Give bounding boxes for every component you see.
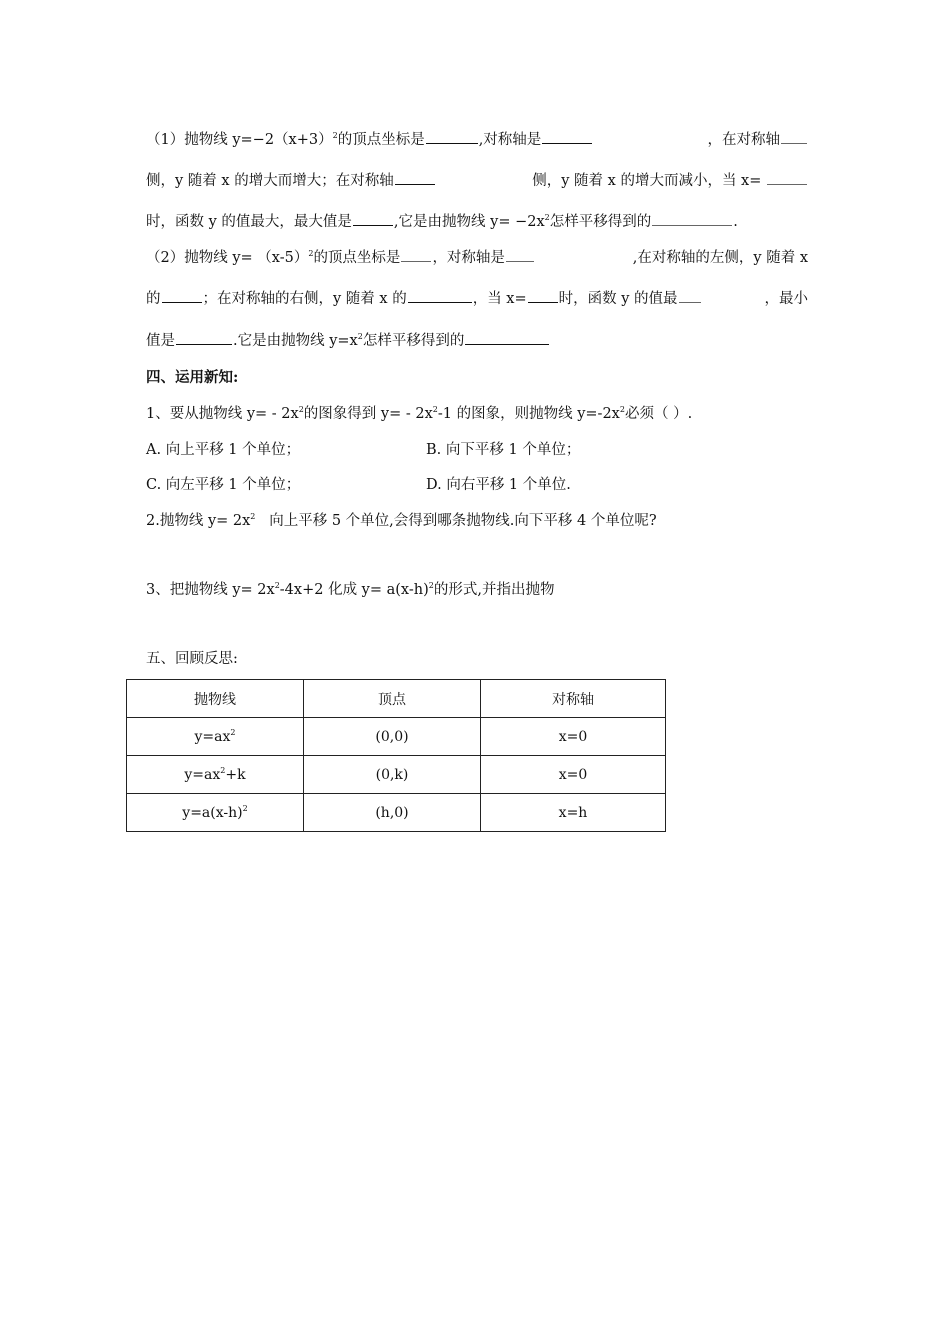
text: 侧，y 随着 x 的增大而减小，当 x= (532, 173, 762, 189)
superscript: 2 (298, 405, 304, 414)
blank[interactable] (408, 288, 472, 303)
option-c[interactable]: C. 向左平移 1 个单位； (146, 477, 301, 493)
p1-line2 (146, 169, 808, 190)
superscript: 2 (250, 512, 256, 521)
table-row (127, 794, 666, 832)
p1-line3 (146, 210, 738, 231)
option-b[interactable]: B. 向下平移 1 个单位； (426, 442, 581, 458)
blank-x[interactable] (767, 170, 807, 185)
text: .它是由抛物线 y=x (233, 333, 358, 349)
cell-vertex: (h,0) (304, 794, 481, 832)
text: 怎样平移得到的 (362, 333, 465, 349)
blank-translation[interactable] (652, 211, 732, 226)
table-header-row (127, 680, 666, 718)
text: ，最小 (764, 291, 808, 307)
blank-axis[interactable] (506, 247, 534, 262)
blank-axis[interactable] (542, 129, 592, 144)
blank-side[interactable] (395, 170, 435, 185)
cell-parabola: $y=a(x-h)^2$ (127, 794, 304, 832)
option-d[interactable]: D. 向右平移 1 个单位. (426, 477, 571, 493)
header-vertex: 顶点 (304, 680, 481, 718)
blank-side[interactable] (781, 129, 807, 144)
options-row-2 (146, 473, 571, 494)
question-2 (146, 509, 657, 530)
p2-line3 (146, 329, 550, 350)
text: -1 的图象，则抛物线 y=-2x (437, 406, 620, 422)
text: （1）抛物线 y=−2（x+3） (146, 132, 333, 148)
blank-extreme[interactable] (679, 288, 701, 303)
superscript: 2 (619, 405, 625, 414)
table-row (127, 756, 666, 794)
p1-line1 (146, 128, 808, 149)
p2-line2 (146, 287, 808, 308)
cell-axis: x=0 (481, 756, 666, 794)
text: 的顶点坐标是 (337, 132, 425, 148)
text: -4x+2 化成 y= a(x-h) (279, 582, 429, 598)
text: 的顶点坐标是 (313, 250, 401, 266)
text: 必须（ ）. (624, 406, 693, 422)
text: ,在对称轴的左侧，y 随着 x (632, 250, 808, 266)
question-1 (146, 402, 692, 423)
text: 2.抛物线 y= 2x (146, 513, 251, 529)
superscript: 2 (357, 332, 363, 341)
cell-parabola: $y=ax^2+k$ (127, 756, 304, 794)
blank-vertex[interactable] (401, 247, 431, 262)
text: ；在对称轴的右侧，y 随着 x 的 (202, 291, 407, 307)
text: ,对称轴是 (478, 132, 542, 148)
cell-parabola: $y=ax^2$ (127, 718, 304, 756)
text: 1、要从抛物线 y= - 2x (146, 406, 299, 422)
text: 时，函数 y 的值最大，最大值是 (146, 214, 352, 230)
blank-translation[interactable] (465, 330, 549, 345)
cell-vertex: (0,0) (304, 718, 481, 756)
text: 的 (146, 291, 161, 307)
superscript: 2 (432, 405, 438, 414)
section-5-title: 五、回顾反思: (146, 651, 238, 667)
text: 值是 (146, 333, 175, 349)
text: . (733, 214, 738, 230)
text: ,它是由抛物线 y= −2x (393, 214, 545, 230)
review-table (126, 679, 666, 832)
p2-line1 (146, 246, 808, 267)
text: 的形式,并指出抛物 (433, 582, 555, 598)
superscript: 2 (428, 581, 434, 590)
text: 向上平移 5 个单位,会得到哪条抛物线.向下平移 4 个单位呢? (255, 513, 657, 529)
table-row (127, 718, 666, 756)
text: （2）抛物线 y= （x-5） (146, 250, 309, 266)
question-3 (146, 578, 554, 599)
text: ，当 x= (472, 291, 527, 307)
cell-vertex: (0,k) (304, 756, 481, 794)
text: 3、把抛物线 y= 2x (146, 582, 275, 598)
text: 的图象得到 y= - 2x (303, 406, 433, 422)
text: ，在对称轴 (707, 132, 780, 148)
section-4-title: 四、运用新知: (146, 369, 239, 386)
superscript: 2 (544, 213, 550, 222)
blank-min[interactable] (176, 330, 232, 345)
options-row-1 (146, 438, 580, 459)
header-axis: 对称轴 (481, 680, 666, 718)
text: ，对称轴是 (432, 250, 505, 266)
blank-vertex[interactable] (426, 129, 478, 144)
superscript: 2 (308, 249, 314, 258)
option-a[interactable]: A. 向上平移 1 个单位； (146, 442, 301, 458)
blank-max[interactable] (353, 211, 393, 226)
text: 怎样平移得到的 (549, 214, 652, 230)
cell-axis: x=0 (481, 718, 666, 756)
text: 时，函数 y 的值最 (558, 291, 678, 307)
cell-axis: x=h (481, 794, 666, 832)
superscript: 2 (274, 581, 280, 590)
blank[interactable] (162, 288, 202, 303)
blank-x[interactable] (528, 288, 558, 303)
superscript: 2 (332, 131, 338, 140)
text: 侧，y 随着 x 的增大而增大；在对称轴 (146, 173, 394, 189)
header-parabola: 抛物线 (127, 680, 304, 718)
